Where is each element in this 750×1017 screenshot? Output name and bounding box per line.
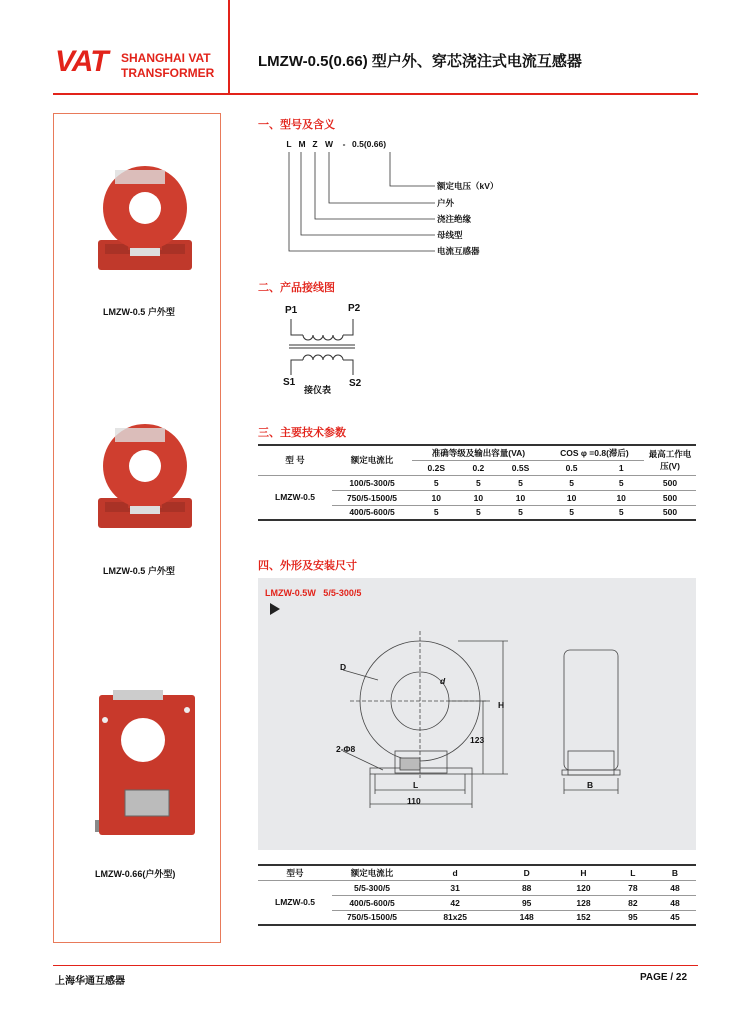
model-leader-lines bbox=[280, 150, 440, 260]
spec-value: 5 bbox=[461, 475, 497, 490]
section2-heading: 二、产品接线图 bbox=[258, 282, 335, 294]
spec-class: 0.2S bbox=[412, 460, 461, 475]
dim-header: d bbox=[412, 865, 498, 880]
dimension-drawing-lines bbox=[258, 578, 696, 850]
spec-value: 5 bbox=[598, 475, 644, 490]
dim-value: 95 bbox=[612, 910, 654, 925]
dim-header: L bbox=[612, 865, 654, 880]
header-rule bbox=[53, 93, 698, 95]
model-letter-L: L bbox=[286, 139, 292, 149]
product-caption-2: LMZW-0.5 户外型 bbox=[103, 566, 175, 576]
terminal-p2: P2 bbox=[348, 303, 361, 314]
spec-header-model: 型 号 bbox=[258, 445, 332, 475]
spec-table bbox=[258, 444, 696, 521]
spec-value: 10 bbox=[545, 490, 599, 505]
dim-value: 128 bbox=[555, 895, 612, 910]
section3-heading: 三、主要技术参数 bbox=[258, 427, 346, 439]
dim-label-H: H bbox=[498, 700, 505, 710]
section4-heading: 四、外形及安装尺寸 bbox=[258, 560, 357, 572]
spec-class: 0.2 bbox=[461, 460, 497, 475]
model-voltage: 0.5(0.66) bbox=[352, 139, 387, 149]
dim-header: H bbox=[555, 865, 612, 880]
dim-value: 152 bbox=[555, 910, 612, 925]
dim-value: 42 bbox=[412, 895, 498, 910]
dim-value: 48 bbox=[654, 880, 696, 895]
spec-value: 5 bbox=[496, 475, 545, 490]
product-image-2 bbox=[90, 418, 200, 538]
spec-model-cell: LMZW-0.5 bbox=[258, 475, 332, 520]
header-divider bbox=[228, 0, 230, 95]
model-dash: - bbox=[342, 139, 346, 149]
product-image-1 bbox=[90, 160, 200, 280]
footer-company: 上海华通互感器 bbox=[55, 976, 125, 987]
dim-table-header-row bbox=[258, 865, 696, 880]
company-name bbox=[121, 51, 214, 81]
dim-value: 148 bbox=[498, 910, 555, 925]
spec-class: 1 bbox=[598, 460, 644, 475]
spec-maxv: 500 bbox=[644, 505, 696, 520]
model-letter-Z: Z bbox=[312, 139, 318, 149]
spec-value: 10 bbox=[412, 490, 461, 505]
spec-value: 5 bbox=[461, 505, 497, 520]
dim-label-123: 123 bbox=[470, 735, 485, 745]
dim-value: 48 bbox=[654, 895, 696, 910]
dim-value: 31 bbox=[412, 880, 498, 895]
spec-value: 5 bbox=[598, 505, 644, 520]
spec-ratio: 750/5-1500/5 bbox=[332, 490, 412, 505]
dim-ratio: 750/5-1500/5 bbox=[332, 910, 412, 925]
spec-header-cos: COS φ =0.8(滞后) bbox=[545, 445, 644, 460]
dim-header: D bbox=[498, 865, 555, 880]
dim-value: 95 bbox=[498, 895, 555, 910]
dim-label-110: 110 bbox=[407, 796, 421, 806]
spec-ratio: 400/5-600/5 bbox=[332, 505, 412, 520]
dim-header: 额定电流比 bbox=[332, 865, 412, 880]
spec-value: 10 bbox=[598, 490, 644, 505]
spec-maxv: 500 bbox=[644, 490, 696, 505]
page-number: PAGE / 22 bbox=[640, 972, 688, 983]
meaning-4: 母线型 bbox=[437, 230, 463, 240]
wiring-diagram bbox=[283, 315, 363, 380]
spec-header-ratio: 额定电流比 bbox=[332, 445, 412, 475]
spec-value: 5 bbox=[545, 505, 599, 520]
spec-header-accuracy: 准确等级及输出容量(VA) bbox=[412, 445, 545, 460]
spec-value: 10 bbox=[496, 490, 545, 505]
dim-value: 120 bbox=[555, 880, 612, 895]
spec-value: 10 bbox=[461, 490, 497, 505]
dim-label-d: d bbox=[440, 676, 446, 686]
company-logo: VAT bbox=[55, 45, 108, 78]
dim-model-cell: LMZW-0.5 bbox=[258, 880, 332, 925]
spec-ratio: 100/5-300/5 bbox=[332, 475, 412, 490]
company-name-line1: SHANGHAI VAT bbox=[121, 51, 211, 65]
dim-label-B: B bbox=[587, 780, 594, 790]
dim-ratio: 5/5-300/5 bbox=[332, 880, 412, 895]
product-image-3 bbox=[85, 690, 205, 840]
meaning-3: 浇注绝缘 bbox=[437, 214, 472, 224]
meter-label: 接仪表 bbox=[304, 385, 332, 395]
dim-header: 型号 bbox=[258, 865, 332, 880]
spec-value: 5 bbox=[496, 505, 545, 520]
product-caption-3: LMZW-0.66(户外型) bbox=[95, 869, 176, 879]
company-name-line2: TRANSFORMER bbox=[121, 66, 215, 80]
product-caption-1: LMZW-0.5 户外型 bbox=[103, 307, 175, 317]
table-row bbox=[258, 475, 696, 490]
model-letter-M: M bbox=[298, 139, 306, 149]
dim-value: 78 bbox=[612, 880, 654, 895]
dim-label-holes: 2-Φ8 bbox=[336, 744, 356, 754]
table-row bbox=[258, 880, 696, 895]
terminal-s2: S2 bbox=[349, 378, 362, 389]
spec-table-header-row bbox=[258, 445, 696, 460]
dim-ratio: 400/5-600/5 bbox=[332, 895, 412, 910]
page-title: LMZW-0.5(0.66) 型户外、穿芯浇注式电流互感器 bbox=[258, 53, 582, 70]
spec-maxv: 500 bbox=[644, 475, 696, 490]
dim-value: 82 bbox=[612, 895, 654, 910]
spec-value: 5 bbox=[412, 505, 461, 520]
dimension-table bbox=[258, 864, 696, 926]
meaning-1: 额定电压（kV） bbox=[437, 181, 499, 191]
drawing-title: LMZW-0.5W 5/5-300/5 bbox=[265, 588, 362, 598]
terminal-p1: P1 bbox=[285, 305, 298, 316]
spec-value: 5 bbox=[545, 475, 599, 490]
dim-value: 88 bbox=[498, 880, 555, 895]
spec-class: 0.5 bbox=[545, 460, 599, 475]
section1-heading: 一、型号及含义 bbox=[258, 119, 335, 131]
meaning-2: 户外 bbox=[437, 198, 455, 208]
spec-value: 5 bbox=[412, 475, 461, 490]
terminal-s1: S1 bbox=[283, 377, 296, 388]
dim-label-L: L bbox=[413, 780, 419, 790]
spec-header-maxv: 最高工作电压(V) bbox=[644, 445, 696, 475]
spec-class: 0.5S bbox=[496, 460, 545, 475]
dim-value: 81x25 bbox=[412, 910, 498, 925]
footer-rule bbox=[53, 965, 698, 966]
dim-value: 45 bbox=[654, 910, 696, 925]
model-letter-W: W bbox=[324, 139, 334, 149]
meaning-5: 电流互感器 bbox=[437, 246, 480, 256]
dim-label-D: D bbox=[340, 662, 347, 672]
dim-header: B bbox=[654, 865, 696, 880]
